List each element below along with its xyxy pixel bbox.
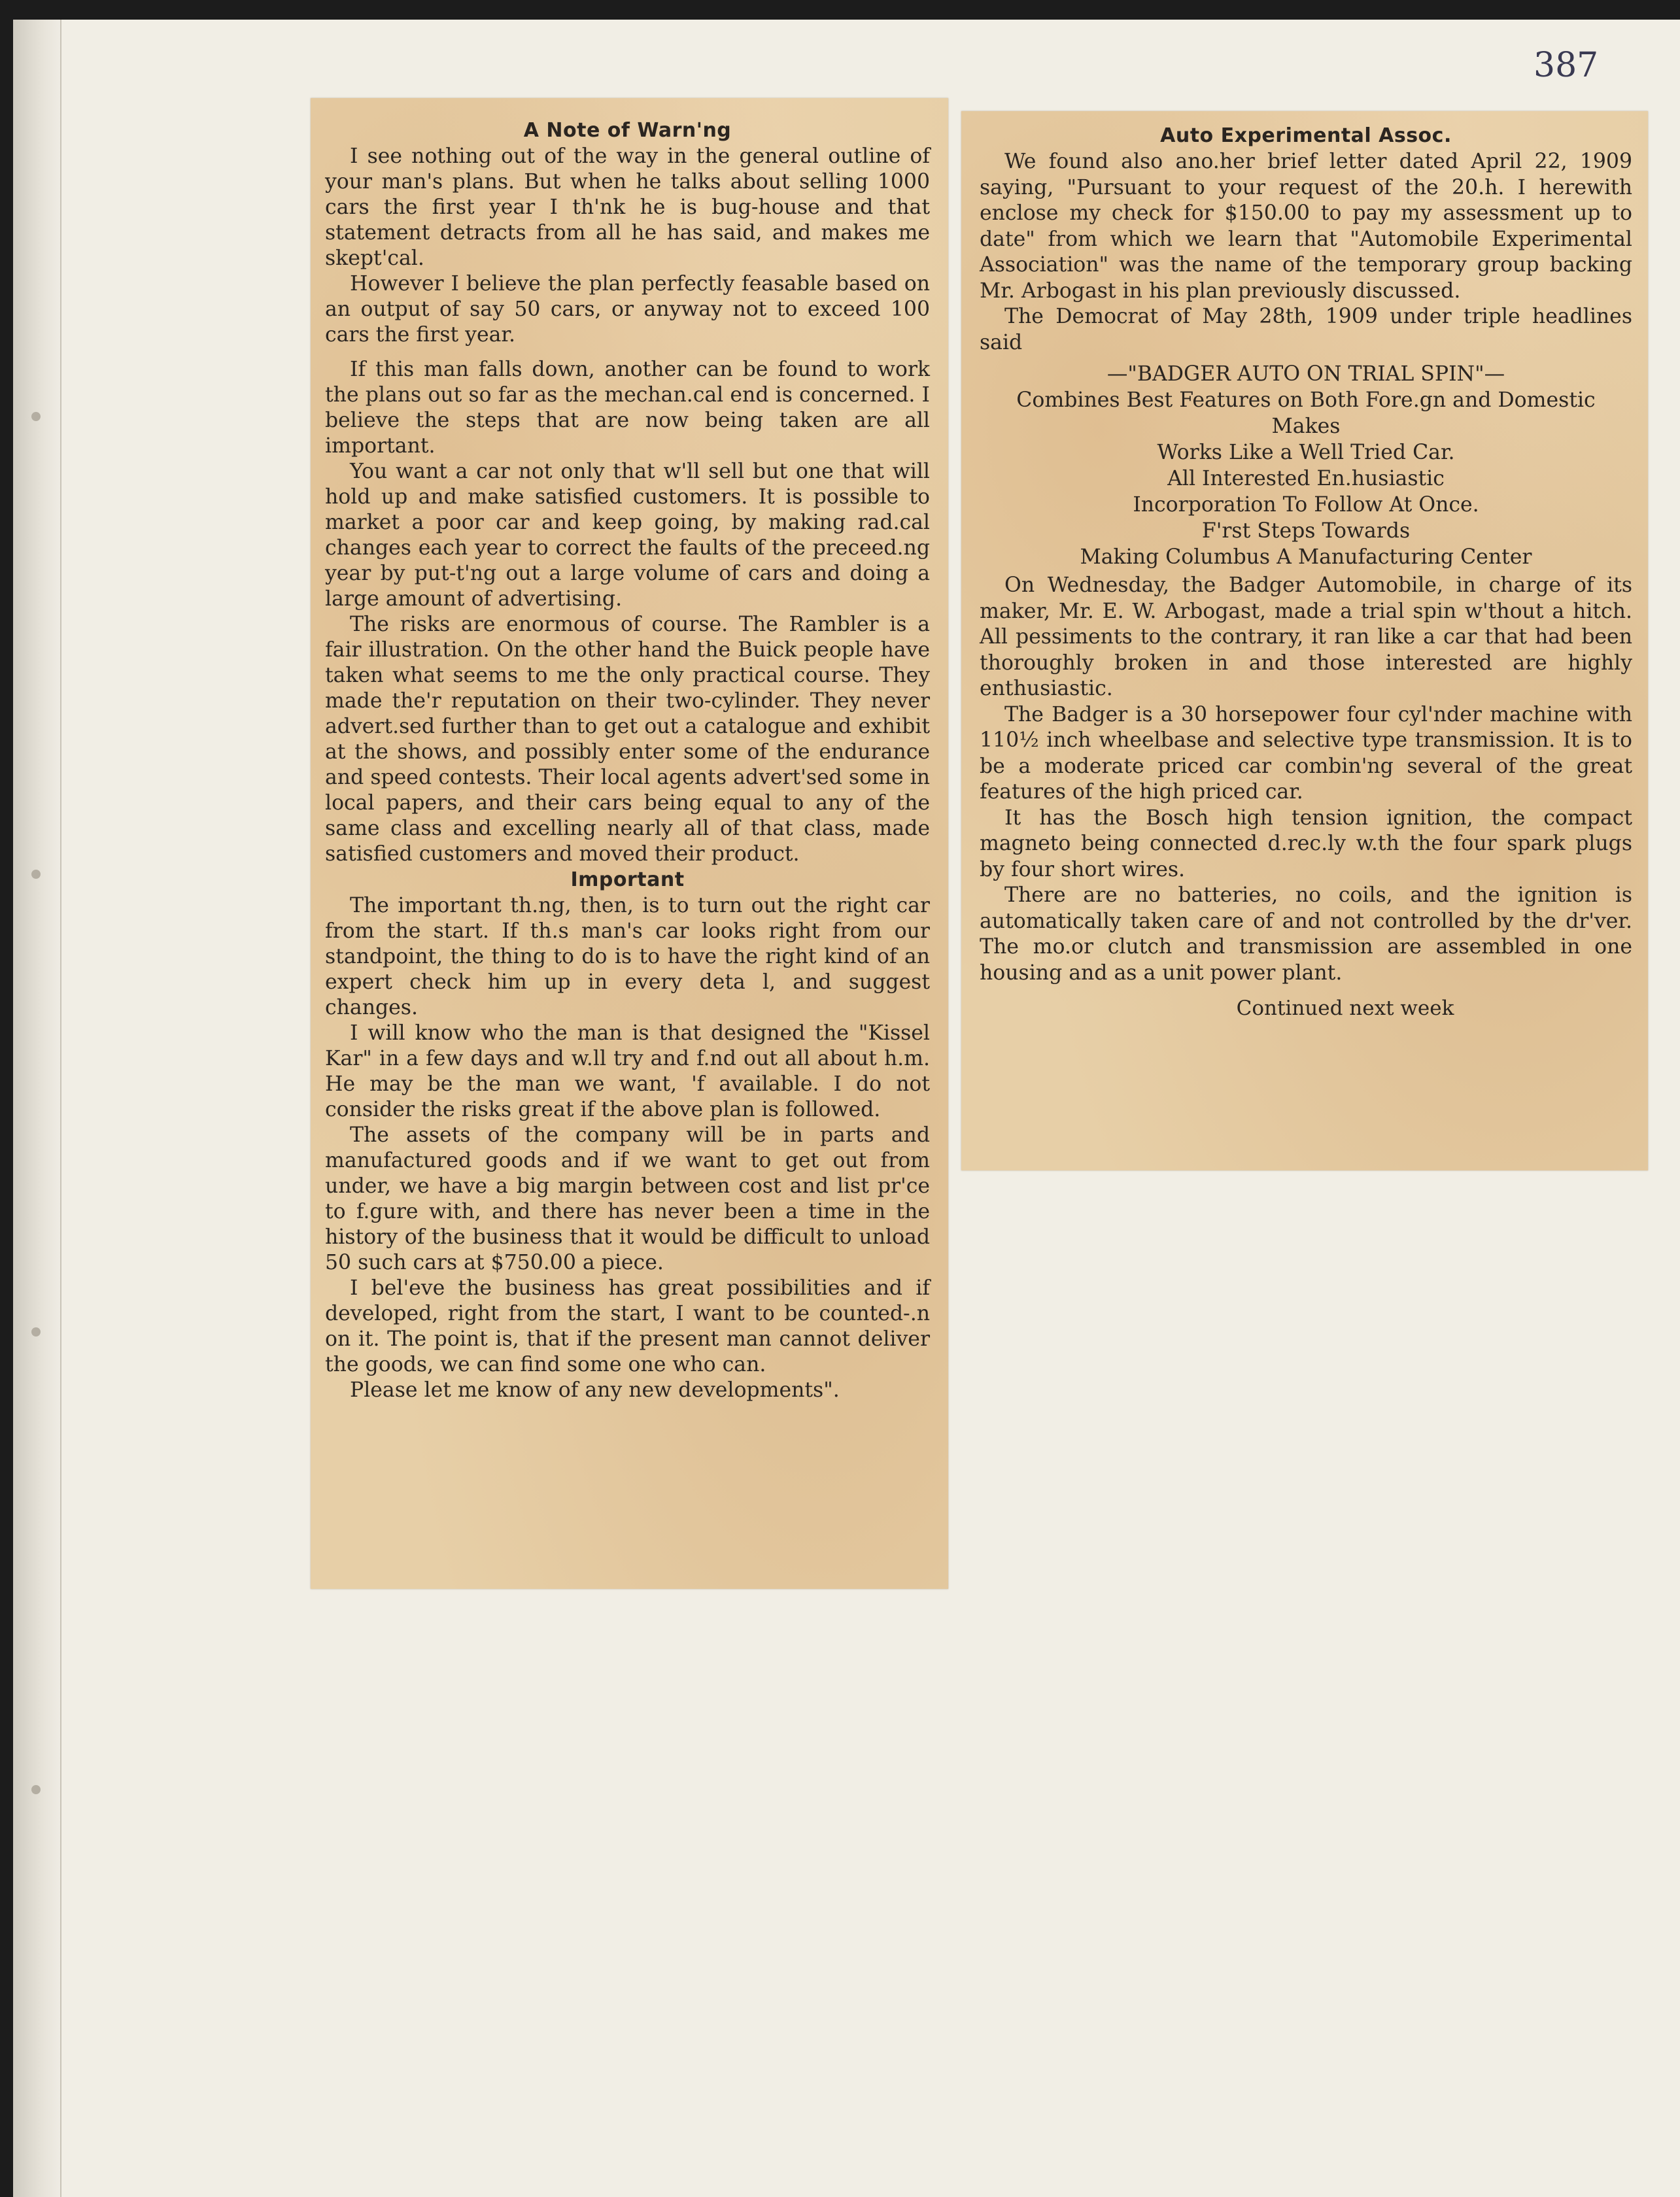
- column-seam: [325, 348, 930, 357]
- clipping-paragraph: The risks are enormous of course. The Rambler is a fair illustration. On the other hand the Buick people have taken what seems to me the only practical course. They made the'r reputation on their two-cylinder. They never advert.sed further than to get out a catalogue and exhibit at the shows, and possibly enter some of the endurance and speed contests. Their local agents advert'sed some in local papers, and their cars being equal to any of the same class and excelling nearly all of that class, made satisfied customers and moved their product.: [325, 613, 930, 866]
- clipping-paragraph: We found also ano.her brief letter dated April 22, 1909 saying, "Pursuant to your request of the 20.h. I herewith enclose my check for $150.00 to pay my assessment up to date" from which we learn that "Automobile Experimental Association" was the name of the temporary group backing Mr. Arbogast in his plan previously discussed.: [980, 150, 1632, 303]
- clipping-paragraph: The assets of the company will be in parts and manufactured goods and if we want to get out from under, we have a big margin between cost and list pr'ce to f.gure with, and there has never been a time in the history of the business that it would be difficult to unload 50 such cars at $750.00 a piece.: [325, 1123, 930, 1274]
- clipping-paragraph: I see nothing out of the way in the general outline of your man's plans. But when he talks about selling 1000 cars the first year I th'nk he is bug-house and that statement detracts from all he has said, and makes me skept'cal.: [325, 145, 930, 270]
- clipping-paragraph: I bel'eve the business has great possibilities and if developed, right from the start, I want to be counted-.n on it. The point is, that if the present man cannot deliver the goods, we can find some one who can.: [325, 1276, 930, 1376]
- clipping-subheading: Important: [570, 868, 685, 891]
- newspaper-clipping-right: [961, 111, 1648, 1170]
- clipping-paragraph: The Badger is a 30 horsepower four cyl'nder machine with 110½ inch wheelbase and selective type transmission. It is to be a moderate priced car combin'ng several of the great features of the high priced car.: [980, 702, 1632, 804]
- binding-hole: [31, 412, 41, 421]
- clipping-paragraph: The important th.ng, then, is to turn out the right car from the start. If th.s man's car looks right from our standpoint, the thing to do is to have the right kind of an expert check him up in every deta l, and suggest changes.: [325, 894, 930, 1019]
- clipping-title: A Note of Warn'ng: [523, 119, 732, 142]
- binding-hole: [31, 1785, 41, 1794]
- clipping-paragraph: If this man falls down, another can be found to work the plans out so far as the mechan.cal end is concerned. I believe the steps that are now being taken are all important.: [325, 358, 930, 458]
- clipping-paragraph: You want a car not only that w'll sell but one that will hold up and make satisfied customers. It is possible to market a poor car and keep going, by making rad.cal changes each year to correct the faults of the preceed.ng year by put-t'ng out a large volume of cars and doing a large amount of advertising.: [325, 460, 930, 611]
- clipping-paragraph: It has the Bosch high tension ignition, the compact magneto being connected d.rec.ly w.th the four spark plugs by four short wires.: [980, 806, 1632, 881]
- binding-hole: [31, 1327, 41, 1337]
- page-number: 387: [1534, 46, 1599, 85]
- clipping-paragraph: I will know who the man is that designed the "Kissel Kar" in a few days and w.ll try and f.nd out all about h.m. He may be the man we want, 'f available. I do not consider the risks great if the above plan is followed.: [325, 1021, 930, 1121]
- clipping-paragraph: However I believe the plan perfectly feasable based on an output of say 50 cars, or anyway not to exceed 100 cars the first year.: [325, 272, 930, 347]
- continued-note: Continued next week: [1236, 996, 1454, 1020]
- scrapbook-page: [13, 20, 1680, 2197]
- headline-line: Making Columbus A Manufacturing Center: [1080, 545, 1532, 569]
- binding-hole: [31, 870, 41, 879]
- headline-line: —"BADGER AUTO ON TRIAL SPIN"—: [1106, 362, 1505, 386]
- headline-line: Combines Best Features on Both Fore.gn and Domestic Makes: [1016, 388, 1596, 438]
- clipping-paragraph: On Wednesday, the Badger Automobile, in charge of its maker, Mr. E. W. Arbogast, made a trial spin w'thout a hitch. All pessiments to the contrary, it ran like a car that had been thoroughly broken in and those interested are highly enthusiastic.: [980, 573, 1632, 700]
- headline-line: Works Like a Well Tried Car.: [1157, 441, 1455, 464]
- headline-block: [980, 361, 1632, 570]
- page-binding: [13, 20, 61, 2197]
- clipping-paragraph: Please let me know of any new developments".: [350, 1378, 840, 1402]
- headline-line: F'rst Steps Towards: [1201, 519, 1411, 543]
- newspaper-clipping-left: [311, 98, 948, 1589]
- clipping-title: Auto Experimental Assoc.: [1160, 124, 1452, 147]
- headline-line: All Interested En.husiastic: [1167, 467, 1445, 490]
- clipping-paragraph: There are no batteries, no coils, and the ignition is automatically taken care of and not controlled by the dr'ver. The mo.or clutch and transmission are assembled in one housing and as a unit power plant.: [980, 883, 1632, 985]
- clipping-paragraph: The Democrat of May 28th, 1909 under triple headlines said: [980, 305, 1632, 354]
- headline-line: Incorporation To Follow At Once.: [1133, 493, 1479, 517]
